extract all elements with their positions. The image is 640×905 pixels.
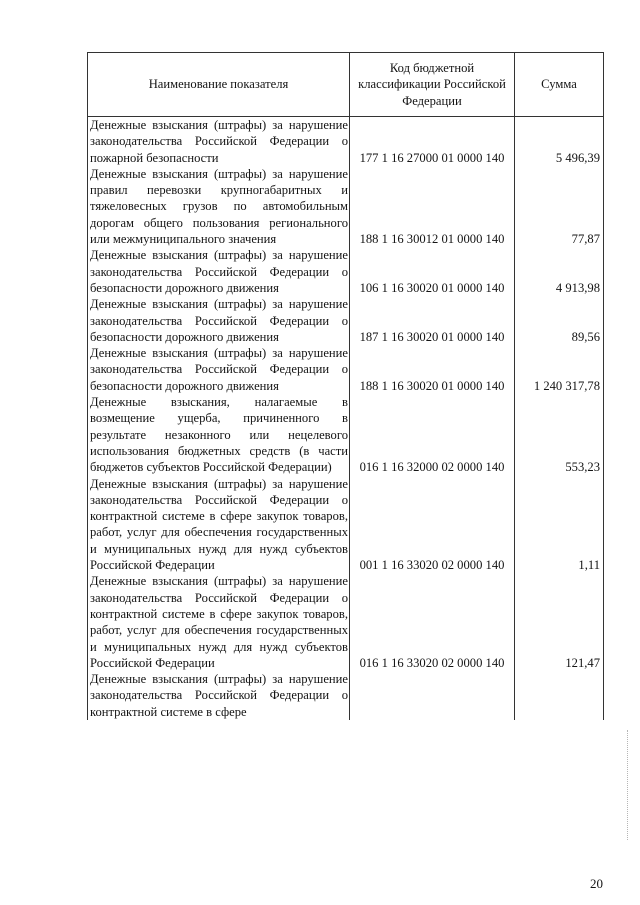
budget-code: 001 1 16 33020 02 0000 140 (350, 476, 515, 574)
amount: 77,87 (515, 166, 604, 247)
budget-code (350, 671, 515, 720)
budget-code: 016 1 16 32000 02 0000 140 (350, 394, 515, 475)
budget-code: 177 1 16 27000 01 0000 140 (350, 117, 515, 166)
indicator-name: Денежные взыскания (штрафы) за нарушение законодательства Российской Федерации о контрактной системе в сфере (88, 671, 350, 720)
indicator-name: Денежные взыскания (штрафы) за нарушение законодательства Российской Федерации о безопасности дорожного движения (88, 345, 350, 394)
indicator-name: Денежные взыскания (штрафы) за нарушение законодательства Российской Федерации о контрактной системе в сфере закупок товаров, работ, услуг для обеспечения государственных и муниципальных нужд для нужд субъектов Российской Федерации (88, 573, 350, 671)
budget-code: 187 1 16 30020 01 0000 140 (350, 296, 515, 345)
table-row (88, 166, 604, 247)
amount: 5 496,39 (515, 117, 604, 166)
budget-code: 188 1 16 30020 01 0000 140 (350, 345, 515, 394)
amount: 1,11 (515, 476, 604, 574)
page-number: 20 (590, 876, 603, 891)
budget-code: 106 1 16 30020 01 0000 140 (350, 247, 515, 296)
budget-code: 188 1 16 30012 01 0000 140 (350, 166, 515, 247)
table-row (88, 117, 604, 166)
indicator-name: Денежные взыскания (штрафы) за нарушение законодательства Российской Федерации о контрактной системе в сфере закупок товаров, работ, услуг для обеспечения государственных и муниципальных нужд для нужд субъектов Российской Федерации (88, 476, 350, 574)
indicator-name: Денежные взыскания, налагаемые в возмещение ущерба, причиненного в результате незаконного или нецелевого использования бюджетных средств (в части бюджетов субъектов Российской Федерации) (88, 394, 350, 475)
table-row (88, 296, 604, 345)
budget-code: 016 1 16 33020 02 0000 140 (350, 573, 515, 671)
indicator-name: Денежные взыскания (штрафы) за нарушение законодательства Российской Федерации о безопасности дорожного движения (88, 247, 350, 296)
amount: 553,23 (515, 394, 604, 475)
table-header-row (88, 53, 604, 117)
indicator-name: Денежные взыскания (штрафы) за нарушение правил перевозки крупногабаритных и тяжеловесных грузов по автомобильным дорогам общего пользования регионального или межмуниципального значения (88, 166, 350, 247)
table-row (88, 345, 604, 394)
amount (515, 671, 604, 720)
table-row (88, 476, 604, 574)
header-sum: Сумма (515, 53, 604, 117)
table-row (88, 573, 604, 671)
amount: 4 913,98 (515, 247, 604, 296)
scan-margin-mark (627, 730, 630, 840)
amount: 121,47 (515, 573, 604, 671)
header-indicator-name: Наименование показателя (88, 53, 350, 117)
header-budget-code: Код бюджетной классификации Российской Федерации (350, 53, 515, 117)
indicator-name: Денежные взыскания (штрафы) за нарушение законодательства Российской Федерации о безопасности дорожного движения (88, 296, 350, 345)
table-row-continued (88, 671, 604, 720)
table-row (88, 394, 604, 475)
amount: 89,56 (515, 296, 604, 345)
amount: 1 240 317,78 (515, 345, 604, 394)
indicator-name: Денежные взыскания (штрафы) за нарушение законодательства Российской Федерации о пожарной безопасности (88, 117, 350, 166)
table-row (88, 247, 604, 296)
revenue-table (87, 52, 604, 720)
